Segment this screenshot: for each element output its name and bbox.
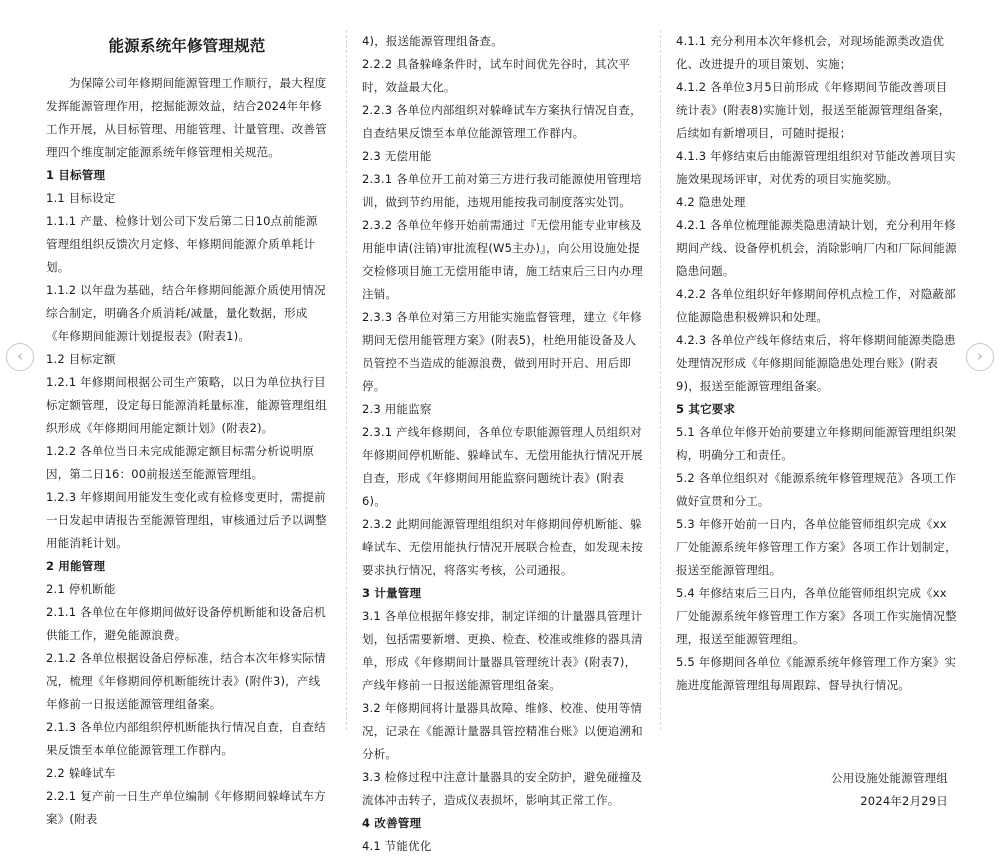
- paragraph: 4)，报送能源管理组备查。: [362, 34, 503, 48]
- section-heading: 1 目标管理: [46, 168, 106, 182]
- paragraph: 2.3.3 各单位对第三方用能实施监督管理，建立《年修期间无偿用能管理方案》(附表5)，杜绝用能设备及人员管控不当造成的能源浪费，做到用时开启、用后即停。: [362, 310, 642, 393]
- paragraph: 2.2.1 复产前一日生产单位编制《年修期间躲峰试车方案》(附表: [46, 789, 326, 826]
- paragraph: 4.1.3 年修结束后由能源管理组组织对节能改善项目实施效果现场评审，对优秀的项目实施奖励。: [676, 149, 956, 186]
- paragraph: 5.1 各单位年修开始前要建立年修期间能源管理组织架构，明确分工和责任。: [676, 425, 957, 462]
- paragraph: 1.2 目标定额: [46, 352, 116, 366]
- paragraph: 4.1 节能优化: [362, 839, 432, 853]
- paragraph: 1.2.2 各单位当日未完成能源定额目标需分析说明原因，第二日16：00前报送至能源管理组。: [46, 444, 315, 481]
- column-3-body: [676, 30, 958, 697]
- paragraph: 2.2 躲峰试车: [46, 766, 116, 780]
- section-heading: 3 计量管理: [362, 586, 422, 600]
- next-page-button[interactable]: [966, 343, 994, 371]
- paragraph: 5.4 年修结束后三日内，各单位能管师组织完成《xx厂处能源系统年修管理工作方案》各项工作实施情况整理，报送至能源管理组。: [676, 586, 957, 646]
- intro-paragraph: 为保障公司年修期间能源管理工作顺行，最大程度发挥能源管理作用，挖掘能源效益，结合2024年年修工作开展，从目标管理、用能管理、计量管理、改善管理四个维度制定能源系统年修管理相关规范。: [46, 76, 327, 159]
- paragraph: 3.1 各单位根据年修安排，制定详细的计量器具管理计划，包括需要新增、更换、检查、校准或维修的器具清单，形成《年修期间计量器具管理统计表》(附表7)，产线年修前一日报送能源管理组备案。: [362, 609, 643, 692]
- paragraph: 2.2.3 各单位内部组织对躲峰试车方案执行情况自查，自查结果反馈至本单位能源管理工作群内。: [362, 103, 642, 140]
- paragraph: 1.2.1 年修期间根据公司生产策略，以日为单位执行目标定额管理，设定每日能源消耗量标准，能源管理组组织形成《年修期间用能定额计划》(附表2)。: [46, 375, 327, 435]
- paragraph: 3.2 年修期间将计量器具故障、维修、校准、使用等情况，记录在《能源计量器具管控精准台账》以便追溯和分析。: [362, 701, 643, 761]
- column-2: [362, 30, 644, 853]
- section-heading: 4 改善管理: [362, 816, 422, 830]
- column-3: [676, 30, 958, 808]
- paragraph: 1.1 目标设定: [46, 191, 116, 205]
- column-divider: [660, 30, 661, 730]
- paragraph: 2.3.1 产线年修期间，各单位专职能源管理人员组织对年修期间停机断能、躲峰试车、无偿用能执行情况开展自查，形成《年修期间用能监察问题统计表》(附表6)。: [362, 425, 643, 508]
- paragraph: 5.2 各单位组织对《能源系统年修管理规范》各项工作做好宣贯和分工。: [676, 471, 957, 508]
- paragraph: 4.2 隐患处理: [676, 195, 746, 209]
- paragraph: 2.1.1 各单位在年修期间做好设备停机断能和设备启机供能工作，避免能源浪费。: [46, 605, 326, 642]
- paragraph: 2.3.2 各单位年修开始前需通过『无偿用能专业审核及用能申请(注销)审批流程(W5主办)』，向公用设施处提交检修项目施工无偿用能申请，施工结束后三日内办理注销。: [362, 218, 643, 301]
- signature-date: 2024年2月29日: [860, 794, 948, 808]
- document-title: 能源系统年修管理规范: [108, 36, 266, 55]
- paragraph: 5.3 年修开始前一日内，各单位能管师组织完成《xx厂处能源系统年修管理工作方案》各项工作计划制定，报送至能源管理组。: [676, 517, 957, 577]
- column-2-body: [362, 30, 644, 858]
- paragraph: 4.1.1 充分利用本次年修机会，对现场能源类改造优化、改进提升的项目策划、实施；: [676, 34, 945, 71]
- chevron-left-icon: ‹: [17, 347, 23, 365]
- paragraph: 1.1.2 以年盘为基础，结合年修期间能源介质使用情况综合制定，明确各介质消耗/减量，量化数据，形成《年修期间能源计划提报表》(附表1)。: [46, 283, 326, 343]
- column-1-body: [46, 72, 328, 831]
- chevron-right-icon: ›: [977, 347, 983, 365]
- paragraph: 2.3.2 此期间能源管理组组织对年修期间停机断能、躲峰试车、无偿用能执行情况开展联合检查，如发现未按要求执行情况，将落实考核，公司通报。: [362, 517, 643, 577]
- paragraph: 2.3 无偿用能: [362, 149, 432, 163]
- paragraph: 2.2.2 具备躲峰条件时，试车时间优先谷时，其次平时，效益最大化。: [362, 57, 631, 94]
- column-1: [46, 30, 328, 826]
- paragraph: 3.3 检修过程中注意计量器具的安全防护，避免碰撞及流体冲击转子，造成仪表损坏，影响其正常工作。: [362, 770, 643, 807]
- paragraph: 2.1 停机断能: [46, 582, 116, 596]
- section-heading: 2 用能管理: [46, 559, 106, 573]
- signature-org: 公用设施处能源管理组: [831, 771, 948, 785]
- paragraph: 4.2.2 各单位组织好年修期间停机点检工作，对隐蔽部位能源隐患积极辨识和处理。: [676, 287, 956, 324]
- paragraph: 2.3.1 各单位开工前对第三方进行我司能源使用管理培训，做到节约用能，违规用能按我司制度落实处罚。: [362, 172, 642, 209]
- column-divider: [346, 30, 347, 730]
- section-heading: 5 其它要求: [676, 402, 736, 416]
- paragraph: 4.2.3 各单位产线年修结束后，将年修期间能源类隐患处理情况形成《年修期间能源隐患处理台账》(附表9)，报送至能源管理组备案。: [676, 333, 956, 393]
- paragraph: 2.1.2 各单位根据设备启停标准，结合本次年修实际情况，梳理《年修期间停机断能统计表》(附件3)，产线年修前一日报送能源管理组备案。: [46, 651, 326, 711]
- paragraph: 4.1.2 各单位3月5日前形成《年修期间节能改善项目统计表》(附表8)实施计划，报送至能源管理组备案，后续如有新增项目，可随时提报；: [676, 80, 951, 140]
- paragraph: 4.2.1 各单位梳理能源类隐患清缺计划，充分利用年修期间产线、设备停机机会，消除影响厂内和厂际间能源隐患问题。: [676, 218, 957, 278]
- paragraph: 5.5 年修期间各单位《能源系统年修管理工作方案》实施进度能源管理组每周跟踪、督导执行情况。: [676, 655, 957, 692]
- paragraph: 1.1.1 产量、检修计划公司下发后第二日10点前能源管理组组织反馈次月定修、年修期间能源介质单耗计划。: [46, 214, 318, 274]
- paragraph: 1.2.3 年修期间用能发生变化或有检修变更时，需提前一日发起申请报告至能源管理组，审核通过后予以调整用能消耗计划。: [46, 490, 327, 550]
- paragraph: 2.1.3 各单位内部组织停机断能执行情况自查，自查结果反馈至本单位能源管理工作群内。: [46, 720, 326, 757]
- paragraph: 2.3 用能监察: [362, 402, 432, 416]
- prev-page-button[interactable]: [6, 343, 34, 371]
